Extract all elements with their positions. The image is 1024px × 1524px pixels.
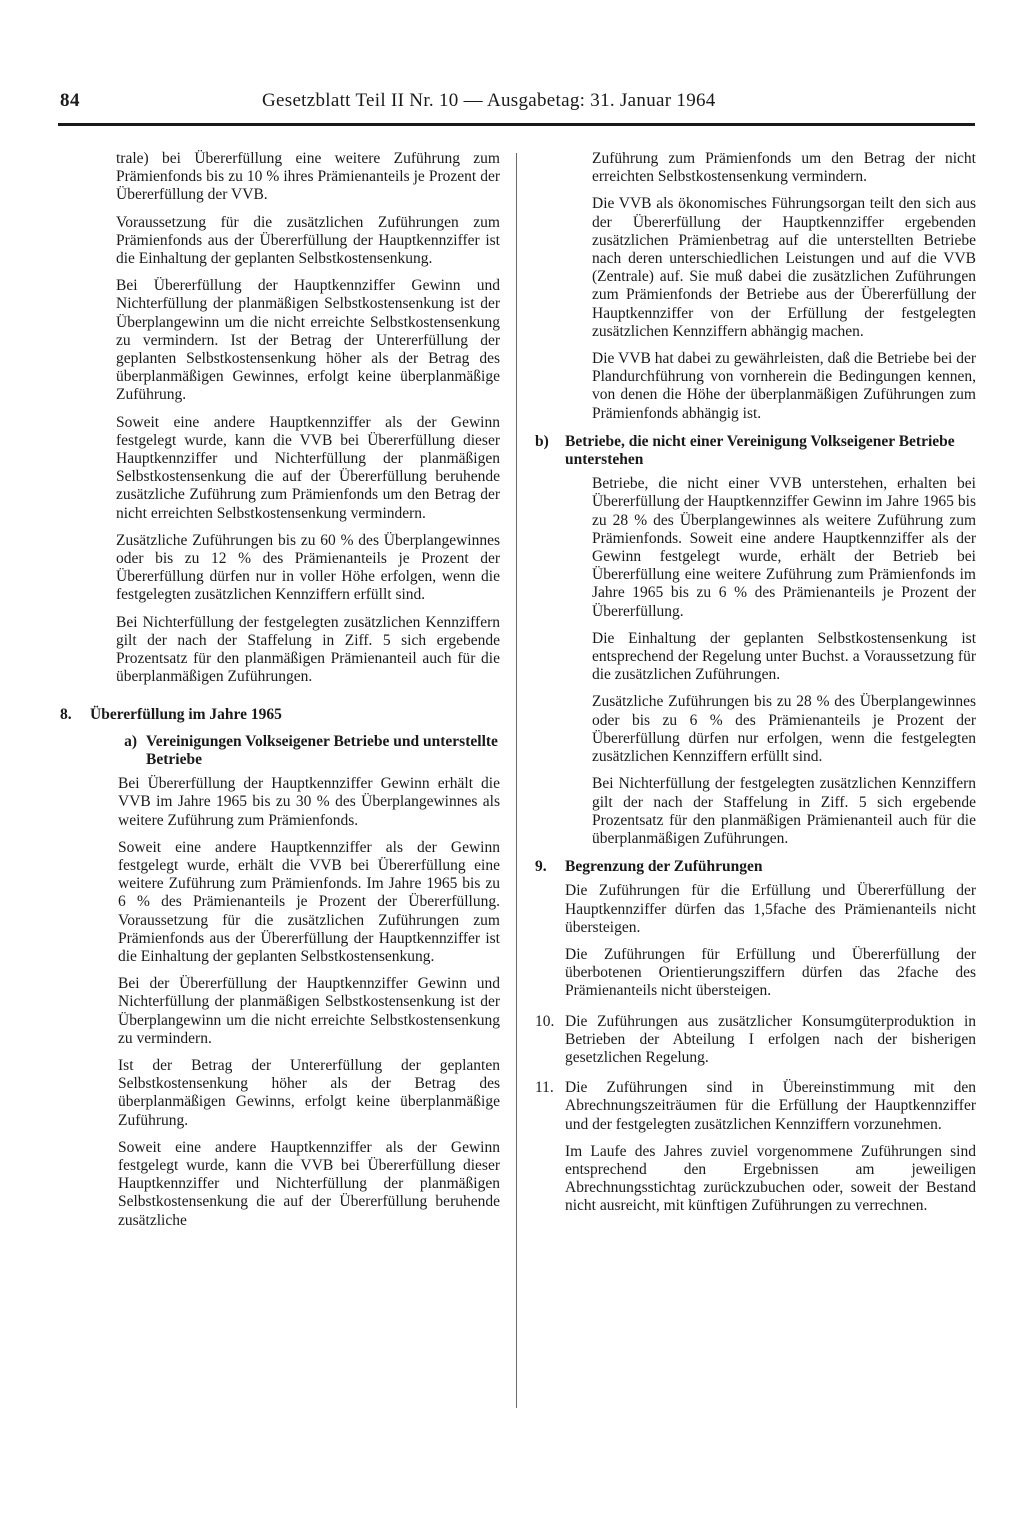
paragraph: Voraussetzung für die zusätzlichen Zuführungen zum Prämienfonds aus der Übererfüllung der Hauptkennziffer ist die Einhaltung der geplanten Selbstkostensenkung. bbox=[116, 213, 500, 268]
section-heading-9 bbox=[535, 858, 976, 876]
paragraph: Bei der Übererfüllung der Hauptkennziffer Gewinn und Nichterfüllung der planmäßigen Selbstkostensenkung ist der Überplangewinn um die nicht erreichte Selbstkostensenkung zu vermindern. bbox=[118, 975, 500, 1047]
paragraph: Betriebe, die nicht einer VVB unterstehen, erhalten bei Übererfüllung der Hauptkennziffer Gewinn im Jahre 1965 bis zu 28 % des Überplangewinnes als weitere Zuführung zum Prämienfonds. Soweit eine andere Hauptkennziffer als der Gewinn festgelegt wurde, erhält der Betrieb bei Übererfüllung eine weitere Zuführung zum Prämienfonds im Jahre 1965 bis zu 6 % des Prämienanteils je Prozent der Übererfüllung. bbox=[592, 475, 976, 620]
paragraph: Zuführung zum Prämienfonds um den Betrag der nicht erreichten Selbstkostensenkung vermindern. bbox=[592, 150, 976, 186]
paragraph: Die VVB hat dabei zu gewährleisten, daß die Betriebe bei der Plandurchführung von vornherein die Bedingungen kennen, von denen die Höhe der überplanmäßigen Zuführungen zum Prämienfonds abhängig ist. bbox=[592, 350, 976, 422]
paragraph: Die Zuführungen für Erfüllung und Übererfüllung der überbotenen Orientierungsziffern dürfen das 2fache des Prämienanteils nicht übersteigen. bbox=[565, 945, 976, 1000]
paragraph: Im Laufe des Jahres zuviel vorgenommene Zuführungen sind entsprechend den Ergebnissen am jeweiligen Abrechnungsstichtag zurückzubuchen oder, soweit der Bestand nicht ausreicht, mit künftigen Zuführungen zu verrechnen. bbox=[565, 1142, 976, 1215]
section-number: 11. bbox=[535, 1079, 554, 1097]
right-column bbox=[535, 150, 976, 1225]
section-number: 8. bbox=[60, 706, 72, 724]
section-11 bbox=[535, 1079, 976, 1134]
paragraph: Bei Nichterfüllung der festgelegten zusätzlichen Kennziffern gilt der nach der Staffelung in Ziff. 5 sich ergebende Prozentsatz für den planmäßigen Prämienanteil auch für die überplanmäßigen Zuführungen. bbox=[116, 613, 500, 686]
section-text: Die Zuführungen sind in Übereinstimmung mit den Abrechnungszeiträumen für die Erfüllung der Hauptkennziffer und der festgelegten zusätzlichen Kennziffern vorzunehmen. bbox=[565, 1079, 976, 1133]
paragraph: Ist der Betrag der Untererfüllung der geplanten Selbstkostensenkung höher als der Betrag des überplanmäßigen Gewinns, erfolgt keine überplanmäßige Zuführung. bbox=[118, 1056, 500, 1129]
left-column bbox=[60, 150, 500, 1239]
section-number: 9. bbox=[535, 858, 547, 876]
subsection-marker: a) bbox=[124, 732, 137, 750]
paragraph: Soweit eine andere Hauptkennziffer als der Gewinn festgelegt wurde, erhält die VVB bei Übererfüllung eine weitere Zuführung zum Prämienfonds. Im Jahre 1965 bis zu 6 % des Prämienanteils je Prozent der Übererfüllung. Voraussetzung für die zusätzlichen Zuführungen zum Prämienfonds aus der Übererfüllung der Hauptkennziffer ist die Einhaltung der geplanten Selbstkostensenkung. bbox=[118, 838, 500, 965]
paragraph: Die Einhaltung der geplanten Selbstkostensenkung ist entsprechend der Regelung unter Buchst. a Voraussetzung für die zusätzlichen Zuführungen. bbox=[592, 629, 976, 684]
paragraph: Bei Übererfüllung der Hauptkennziffer Gewinn erhält die VVB im Jahre 1965 bis zu 30 % des Überplangewinnes als weitere Zuführung zum Prämienfonds. bbox=[118, 775, 500, 829]
section-title: Übererfüllung im Jahre 1965 bbox=[90, 706, 282, 724]
paragraph: Bei Übererfüllung der Hauptkennziffer Gewinn und Nichterfüllung der planmäßigen Selbstkostensenkung ist der Überplangewinn um die nicht erreichte Selbstkostensenkung zu vermindern. Ist der Betrag der Untererfüllung der geplanten Selbstkostensenkung höher als der Betrag des überplanmäßigen Gewinnes, erfolgt keine überplanmäßige Zuführung. bbox=[116, 277, 500, 404]
section-number: 10. bbox=[535, 1012, 555, 1030]
section-title: Begrenzung der Zuführungen bbox=[565, 858, 763, 876]
paragraph: Soweit eine andere Hauptkennziffer als der Gewinn festgelegt wurde, kann die VVB bei Übererfüllung dieser Hauptkennziffer und Nichterfüllung der planmäßigen Selbstkostensenkung die auf der Übererfüllung beruhende zusätzliche Zuführung zum Prämienfonds um den Betrag der nicht erreichten Selbstkostensenkung vermindern. bbox=[116, 413, 500, 522]
subsection-heading-a bbox=[60, 733, 500, 769]
column-divider bbox=[516, 153, 517, 1408]
paragraph: Die VVB als ökonomisches Führungsorgan teilt den sich aus der Übererfüllung der Hauptkennziffer ergebenden zusätzlichen Prämienbetrag auf die unterstellten Betriebe nach deren unterschiedlichen Leistungen und auf die VVB (Zentrale) auf. Sie muß dabei die zusätzlichen Zuführungen zum Prämienfonds der Betriebe aus der Übererfüllung der Hauptkennziffer von der Erfüllung der festgelegten zusätzlichen Kennziffern abhängig machen. bbox=[592, 195, 976, 340]
section-10 bbox=[535, 1013, 976, 1068]
page-header-title: Gesetzblatt Teil II Nr. 10 — Ausgabetag: 31. Januar 1964 bbox=[262, 90, 716, 111]
header-rule bbox=[58, 123, 975, 126]
subsection-title: Vereinigungen Volkseigener Betriebe und unterstellte Betriebe bbox=[146, 732, 498, 768]
paragraph: Bei Nichterfüllung der festgelegten zusätzlichen Kennziffern gilt der nach der Staffelung in Ziff. 5 sich ergebende Prozentsatz für den planmäßigen Prämienanteil auch für die überplanmäßigen Zuführungen. bbox=[592, 775, 976, 847]
paragraph: Soweit eine andere Hauptkennziffer als der Gewinn festgelegt wurde, kann die VVB bei Übererfüllung dieser Hauptkennziffer und Nichterfüllung der planmäßigen Selbstkostensenkung die auf der Übererfüllung beruhende zusätzliche bbox=[118, 1138, 500, 1229]
section-heading-8 bbox=[60, 706, 500, 724]
paragraph: trale) bei Übererfüllung eine weitere Zuführung zum Prämienfonds bis zu 10 % ihres Prämienanteils je Prozent der Übererfüllung der VVB. bbox=[116, 150, 500, 204]
page-number: 84 bbox=[60, 90, 80, 111]
paragraph: Die Zuführungen für die Erfüllung und Übererfüllung der Hauptkennziffer dürfen das 1,5fache des Prämienanteils nicht übersteigen. bbox=[565, 882, 976, 936]
subsection-marker: b) bbox=[535, 432, 549, 450]
subsection-heading-b bbox=[535, 433, 976, 469]
section-text: Die Zuführungen aus zusätzlicher Konsumgüterproduktion in Betrieben der Abteilung I erfolgen nach der bisherigen gesetzlichen Regelung. bbox=[565, 1012, 976, 1066]
paragraph: Zusätzliche Zuführungen bis zu 28 % des Überplangewinnes oder bis zu 6 % des Prämienanteils je Prozent der Übererfüllung dürfen nur erfolgen, wenn die festgelegten zusätzlichen Kennziffern erfüllt sind. bbox=[592, 693, 976, 766]
paragraph: Zusätzliche Zuführungen bis zu 60 % des Überplangewinnes oder bis zu 12 % des Prämienanteils je Prozent der Übererfüllung dürfen nur in voller Höhe erfolgen, wenn die festgelegten zusätzlichen Kennziffern erfüllt sind. bbox=[116, 531, 500, 604]
subsection-title: Betriebe, die nicht einer Vereinigung Volkseigener Betriebe unterstehen bbox=[565, 432, 955, 469]
